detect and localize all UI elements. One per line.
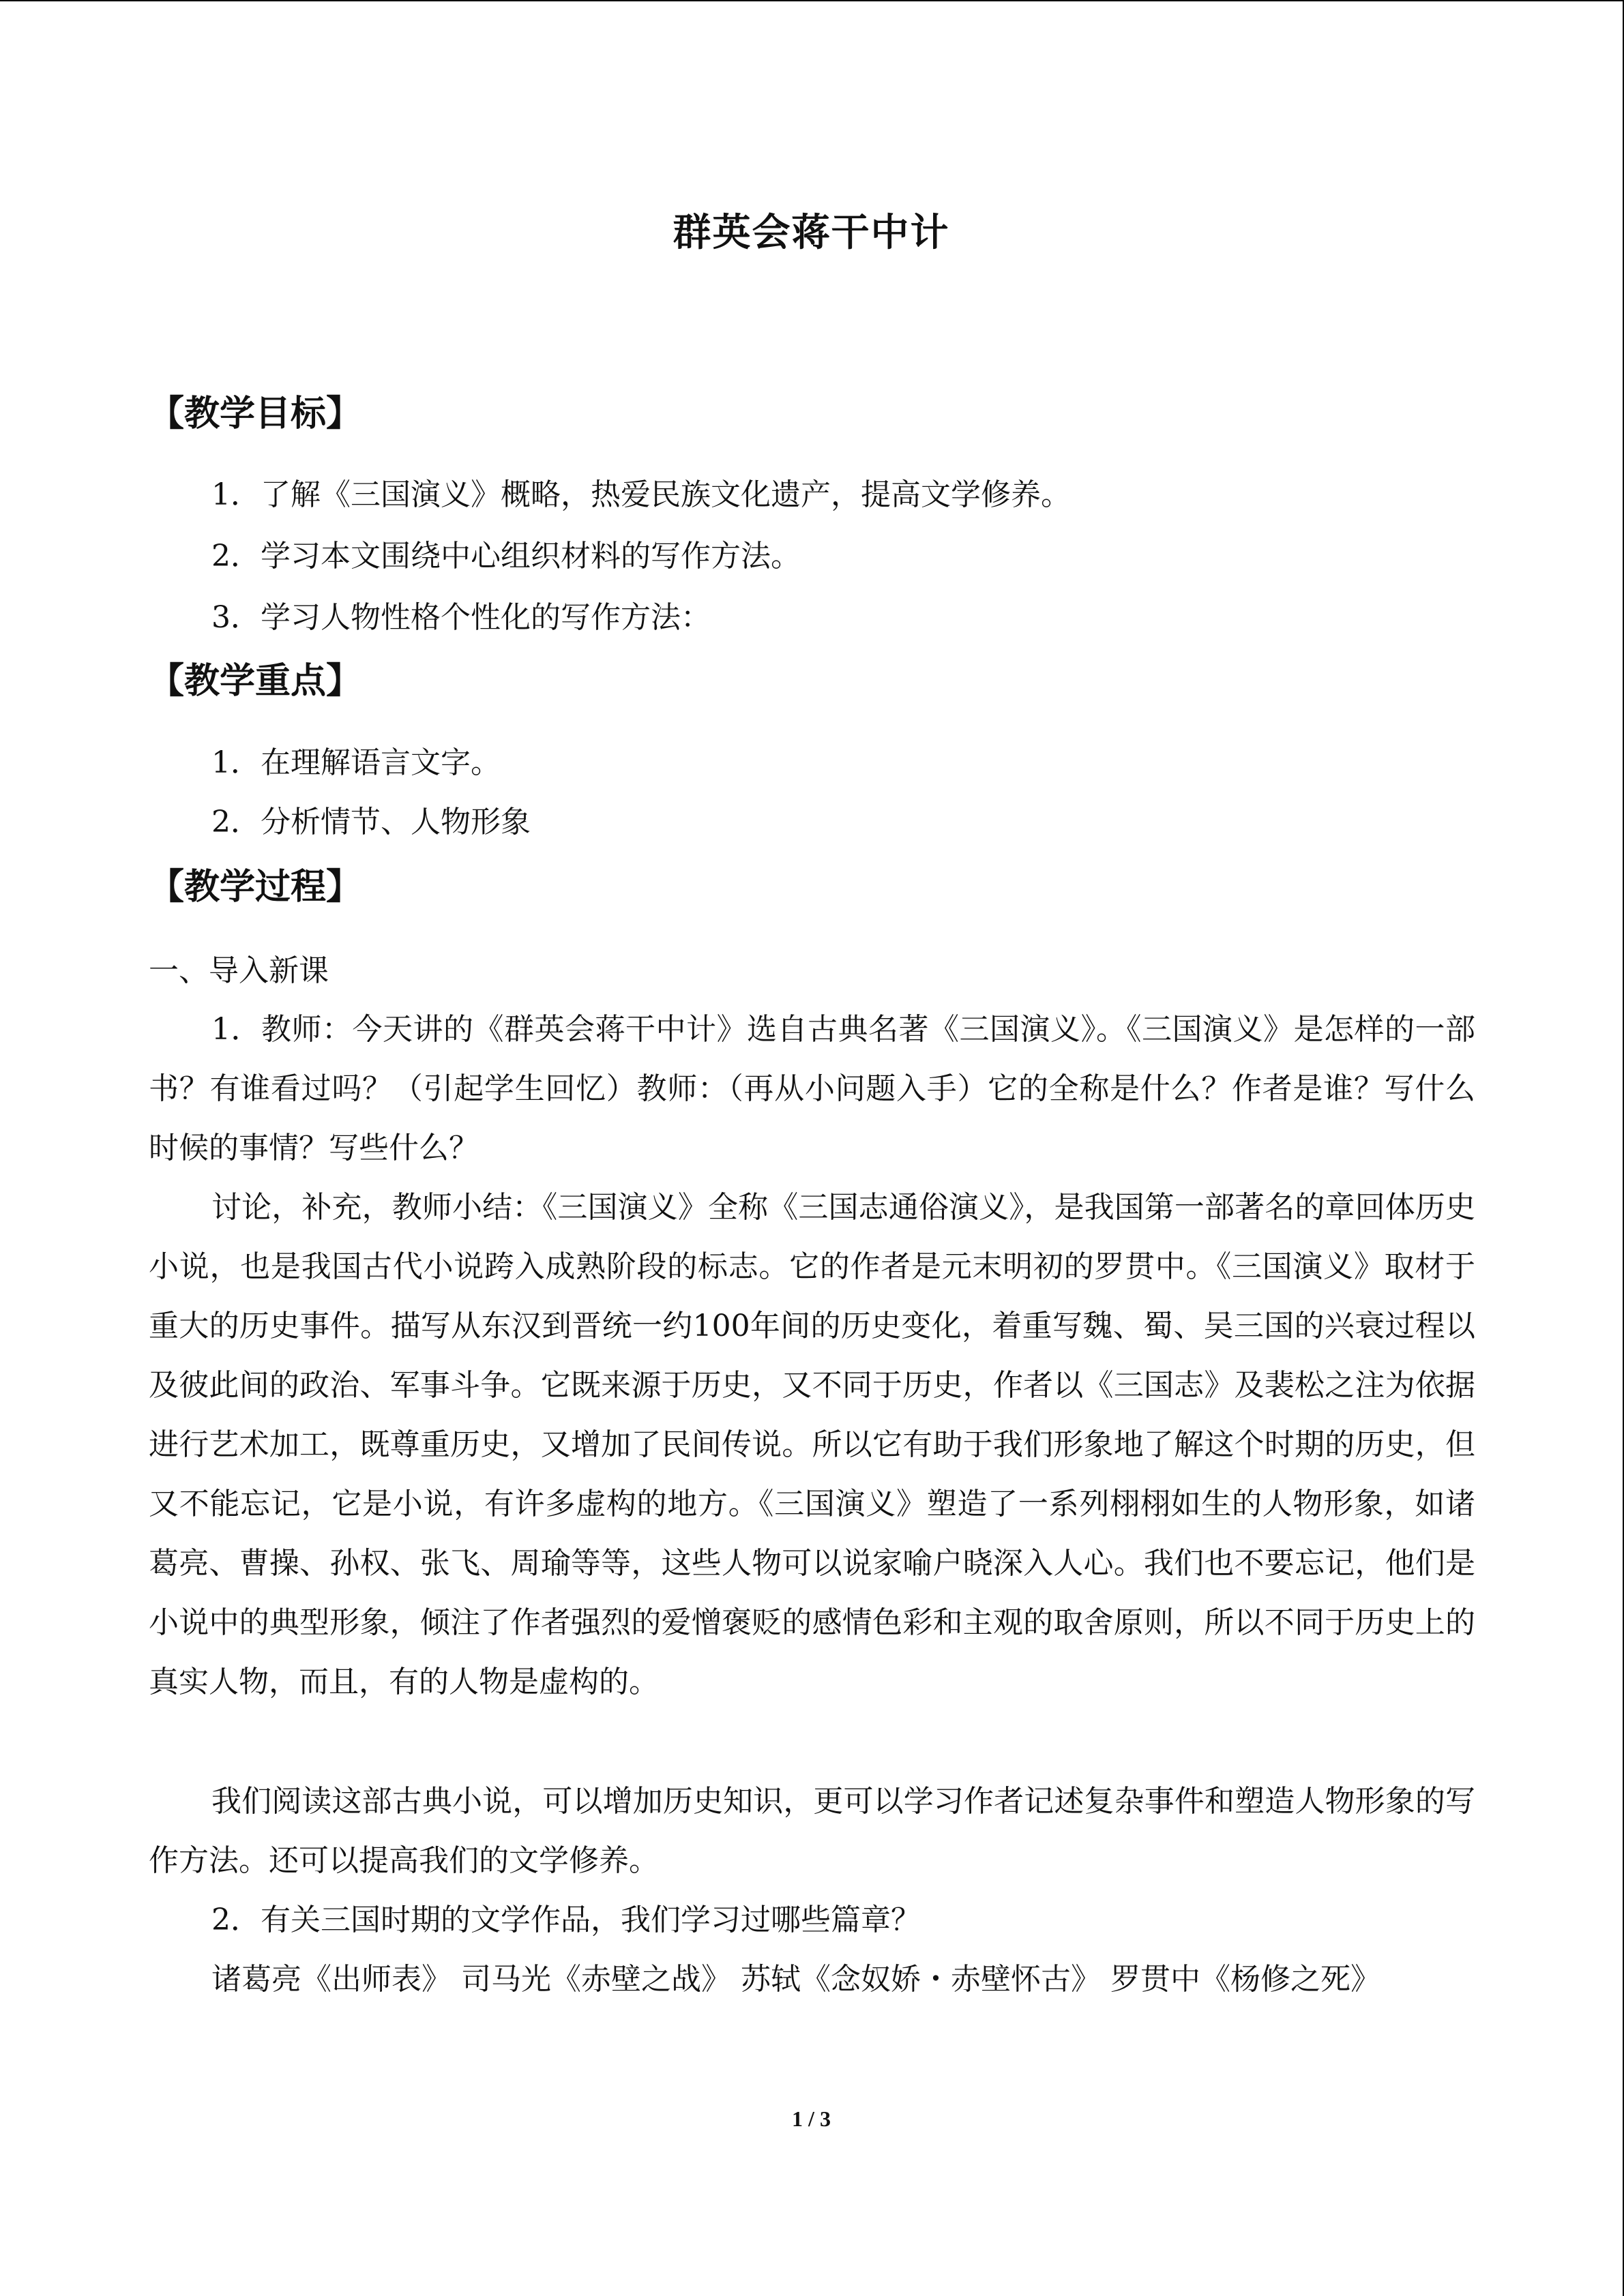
process-paragraph-3: 我们阅读这部古典小说，可以增加历史知识，更可以学习作者记述复杂事件和塑造人物形象的写作方法。还可以提高我们的文学修养。 <box>149 1784 1475 1878</box>
process-paragraph-5: 诸葛亮《出师表》 司马光《赤壁之战》 苏轼《念奴娇・赤壁怀古》 罗贯中《杨修之死》 <box>211 1962 1381 1997</box>
focus-item-2: 2．分析情节、人物形象 <box>211 805 531 839</box>
goal-item-3: 3．学习人物性格个性化的写作方法： <box>211 600 711 635</box>
page-number: 1 / 3 <box>792 2106 831 2131</box>
process-paragraph-1: 1．教师：今天讲的《群英会蒋干中计》选自古典名著《三国演义》。《三国演义》是怎样的一部书？有谁看过吗？（引起学生回忆）教师：（再从小问题入手）它的全称是什么？作者是谁？写什么时候的事情？写些什么？ <box>149 1012 1475 1165</box>
section-heading-process: 【教学过程】 <box>149 867 362 908</box>
process-subheading: 一、导入新课 <box>149 953 329 988</box>
section-heading-focus: 【教学重点】 <box>149 661 362 702</box>
process-paragraph-2: 讨论，补充，教师小结：《三国演义》全称《三国志通俗演义》，是我国第一部著名的章回体历史小说，也是我国古代小说跨入成熟阶段的标志。它的作者是元末明初的罗贯中。《三国演义》取材于重大的历史事件。描写从东汉到晋统一约100年间的历史变化，着重写魏、蜀、吴三国的兴衰过程以及彼此间的政治、军事斗争。它既来源于历史，又不同于历史，作者以《三国志》及裴松之注为依据进行艺术加工，既尊重历史，又增加了民间传说。所以它有助于我们形象地了解这个时期的历史，但又不能忘记，它是小说，有许多虚构的地方。《三国演义》塑造了一系列栩栩如生的人物形象，如诸葛亮、曹操、孙权、张飞、周瑜等等，这些人物可以说家喻户晓深入人心。我们也不要忘记，他们是小说中的典型形象，倾注了作者强烈的爱憎褒贬的感情色彩和主观的取舍原则，所以不同于历史上的真实人物，而且，有的人物是虚构的。 <box>149 1190 1475 1699</box>
section-heading-goals: 【教学目标】 <box>149 393 362 434</box>
goal-item-2: 2．学习本文围绕中心组织材料的写作方法。 <box>211 539 801 573</box>
goal-item-1: 1．了解《三国演义》概略，热爱民族文化遗产，提高文学修养。 <box>211 477 1071 512</box>
focus-item-1: 1．在理解语言文字。 <box>211 745 501 780</box>
process-paragraph-4: 2．有关三国时期的文学作品，我们学习过哪些篇章？ <box>211 1903 921 1937</box>
document-title: 群英会蒋干中计 <box>673 211 950 255</box>
